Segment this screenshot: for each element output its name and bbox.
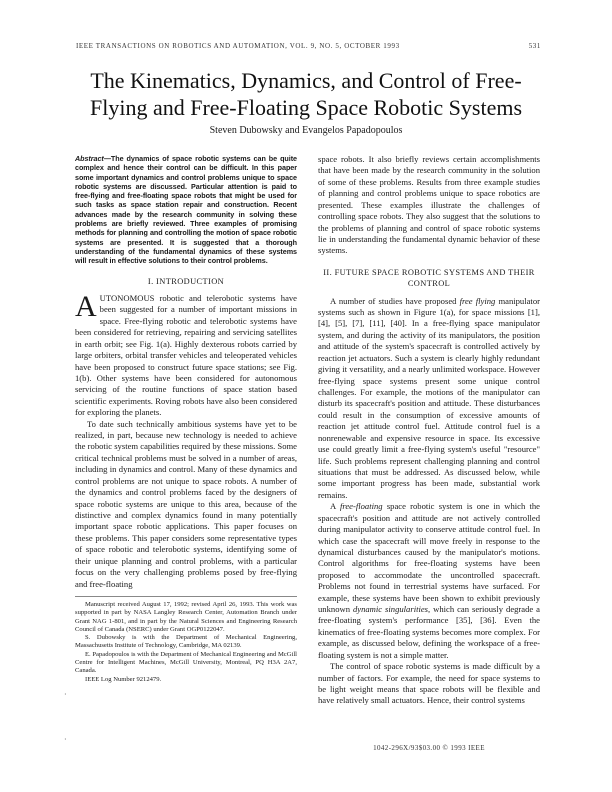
term-free-floating: free-floating xyxy=(339,501,383,512)
abstract-lead: Abstract— xyxy=(75,154,111,163)
abstract xyxy=(75,154,297,266)
right-paragraph-3-mid: space robotic system is one in which the spacecraft's position and attitude are not actively controlled during manipulator activity to conserve attitude control fuel. In which case the spacecraft will move freely in response to the dynamical disturbances caused by the manipulator's motions. Control algorithms for free-floating systems have been proposed to accommodate the uncontrolled spacecraft. Problems not found in terrestrial systems have surfaced. For example, these systems have been shown to exhibit previously unknown xyxy=(318,501,540,615)
right-column xyxy=(318,154,540,707)
authors: Steven Dubowsky and Evangelos Papadopoulos xyxy=(209,125,403,136)
footnote-received: Manuscript received August 17, 1992; revised April 26, 1993. This work was supported in part by NASA Langley Research Center, Automation Branch under Grant NAG 1-801, and in part by the Natural Sciences and Engineering Research Council of Canada (NSERC) under Grant OGP0122047. xyxy=(75,600,297,633)
footnote-log-number: IEEE Log Number 9212479. xyxy=(85,675,162,683)
right-paragraph-1: space robots. It also briefly reviews certain accomplishments that have been made by the research community in the solution of some of these problems. Results from three example studies of planning and control problems unique to space robotics are presented. These examples illustrate the challenges of controlling space robots. They also suggest that the solutions to the problems of planning and control of space robotic systems lie in understanding the fundamental dynamic behavior of these systems. xyxy=(318,154,540,256)
abstract-body: The dynamics of space robotic systems can be quite complex and hence their control can be difficult. In this paper some important dynamics and control problems unique to space robotic systems are discussed. Particular attention is paid to free-flying and free-floating space robots that might be used for such tasks as space station repair and construction. Recent advances made by the research community in solving these problems are briefly reviewed. Three examples of promising methods for planning and controlling the motion of space robotic systems are presented. It is suggested that a thorough understanding of the fundamental dynamics of these systems will result in effective solutions to their control problems. xyxy=(75,154,297,266)
intro-paragraph-1-text: UTONOMOUS robotic and telerobotic systems have been suggested for a number of important missions in space. Free-flying robotic and telerobotic systems have been considered for retrieving, repairing and servicing satellites in earth orbit; see Fig. 1(a). Highly dexterous robots carried by large orbiters, orbital transfer vehicles and teleoperated vehicles have been proposed to construct future space stations; see Fig. 1(b). Other systems have been considered for autonomous servicing of the routine functions of space station based scientific experiments. Roving robots have also been considered for exploring the planets. xyxy=(75,292,297,418)
section-heading-introduction: I. INTRODUCTION xyxy=(147,276,225,286)
left-column xyxy=(75,154,297,684)
drop-cap: A xyxy=(75,289,97,323)
copyright-line: 1042-296X/93$03.00 © 1993 IEEE xyxy=(373,744,485,752)
margin-mark: · xyxy=(64,735,67,744)
running-head xyxy=(76,42,541,50)
right-paragraph-2-pre: A number of studies have proposed xyxy=(330,295,460,306)
journal-header: IEEE TRANSACTIONS ON ROBOTICS AND AUTOMATION, VOL. 9, NO. 5, OCTOBER 1993 xyxy=(76,42,400,50)
footnote-author-1: S. Dubowsky is with the Department of Mechanical Engineering, Massachusetts Institute of Technology, Cambridge, MA 02139. xyxy=(75,634,297,650)
title-line-1: The Kinematics, Dynamics, and Control of Free- xyxy=(90,68,522,93)
margin-mark: · xyxy=(64,690,67,699)
footnote xyxy=(75,596,297,684)
right-paragraph-3-pre: A xyxy=(330,501,340,512)
right-paragraph-3-post: , which can seriously degrade a free-floating system's performance [35], [36]. Even the kinematics of free-floating systems becomes more complex. For example, as discussed below, defining the workspace of a free-floating system is not a simple matter. xyxy=(318,604,540,660)
page-number: 531 xyxy=(528,42,541,50)
section-heading-future-systems: II. FUTURE SPACE ROBOTIC SYSTEMS AND THEIR CONTROL xyxy=(323,267,535,289)
term-dynamic-singularities: dynamic singularities xyxy=(352,604,429,615)
right-paragraph-2 xyxy=(318,296,540,502)
paper-title xyxy=(60,67,552,121)
right-paragraph-2-post: manipulator systems such as shown in Figure 1(a), for space missions [1], [4], [5], [7], [11], [40]. In a free-flying space manipulator system, and during the activity of its manipulators, the position and attitude of the system's spacecraft is controlled actively by reaction jet actuators. Such a system is clearly highly redundant giving it versatility, and a nearly unlimited workspace. However free-flying space systems present some unique control challenges. For example, the motions of the manipulator can disturb its spacecraft's position and attitude. These disturbances could result in the consumption of excessive amounts of reaction jet attitude control fuel. Attitude control fuel is a nonrenewable and expensive resource in space. Its excessive use could greatly limit a free-flying system's useful "resource" life. Such problems represent challenging planning and control situations that must be addressed. As discussed below, while some important progress has been made, substantial work remains. xyxy=(318,295,540,500)
footnote-author-2: E. Papadopoulos is with the Department of Mechanical Engineering and McGill Centre for Intelligent Machines, McGill University, Montreal, PQ H3A 2A7, Canada. xyxy=(75,650,297,675)
title-line-2: Flying and Free-Floating Space Robotic Systems xyxy=(89,95,523,120)
term-free-flying: free flying xyxy=(459,295,496,306)
right-paragraph-3 xyxy=(318,501,540,661)
intro-paragraph-1 xyxy=(75,289,297,419)
right-paragraph-4: The control of space robotic systems is made difficult by a number of factors. For example, the need for space systems to be light weight means that space robots will be flexible and have relatively small actuators. Hence, their control systems xyxy=(318,661,540,706)
intro-paragraph-2: To date such technically ambitious systems have yet to be realized, in part, because new technology is needed to achieve the robotic system capabilities required by these missions. Some critical technical problems must be solved in a number of areas, including in dynamics and control. Many of these dynamics and control problems are not unique to space robots. A number of the dynamics and control problems faced by the designers of space robotic systems are unique to this area, because of the distinctive and complex dynamics found in many potentially important space robotic applications. This paper focuses on these problems. This paper considers some representative types of space robotic and telerobotic systems, identifying some of their unique planning and control problems, with a particular focus on the very challenging problems posed by free-flying and free-floating xyxy=(75,418,297,589)
